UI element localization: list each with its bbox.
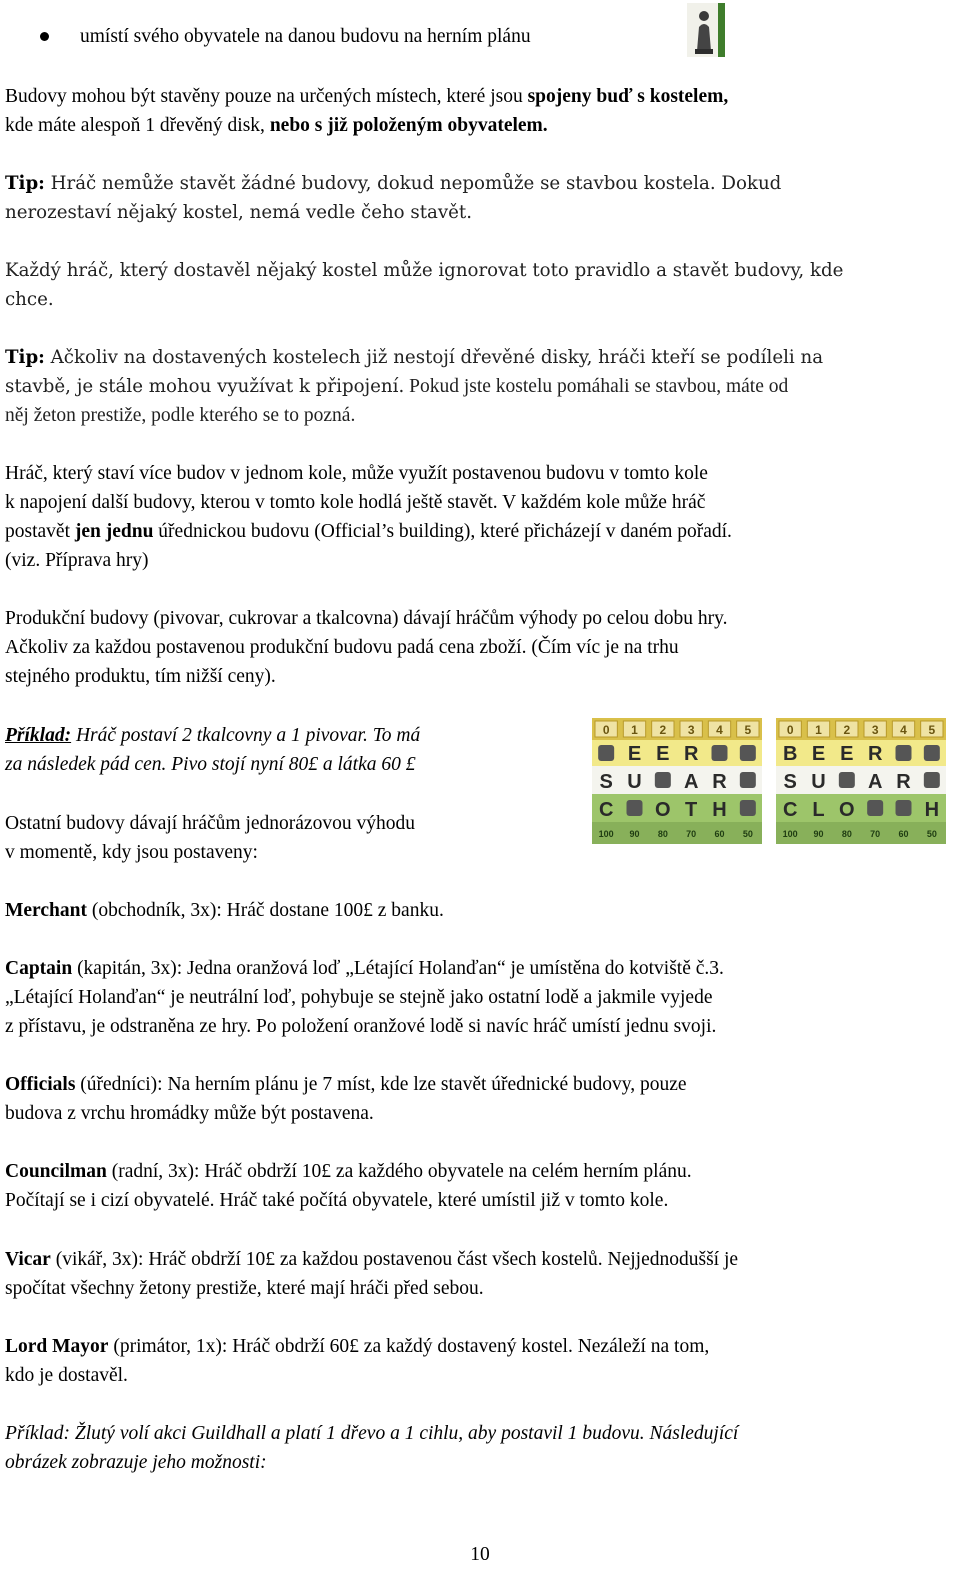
- building-name: Merchant: [5, 900, 87, 921]
- production-token: [598, 745, 614, 761]
- text: „Létající Holanďan“ je neutrální loď, pohybuje se stejně jako ostatní lodě a jakmile vyjede: [5, 987, 713, 1008]
- text: (viz. Příprava hry): [5, 550, 149, 571]
- text: Počítají se i cizí obyvatelé. Hráč také počítá obyvatele, které umístil již v tomto kole.: [5, 1190, 669, 1211]
- good-letter: E: [811, 743, 826, 765]
- good-letter: C: [598, 799, 614, 821]
- production-token: [627, 800, 643, 816]
- good-letter: R: [712, 771, 727, 793]
- text: Produkční budovy (pivovar, cukrovar a tkalcovna) dávají hráčům výhody po celou dobu hry.: [5, 608, 728, 629]
- text: kde máte alespoň 1 dřevěný disk,: [5, 115, 270, 136]
- example-label: Příklad:: [5, 725, 72, 746]
- building-officials: [5, 1070, 955, 1128]
- text: postavět: [5, 521, 75, 542]
- text: (primátor, 1x): Hráč obdrží 60£ za každý dostavený kostel. Nezáleží na tom,: [108, 1336, 710, 1357]
- bold-text: jen jednu: [74, 521, 154, 542]
- production-token: [896, 745, 912, 761]
- text: spočítat všechny žetony prestiže, které mají hráči před sebou.: [5, 1278, 484, 1299]
- text: Pokud jste kostelu pomáhali se stavbou, máte od: [404, 376, 789, 397]
- price-step-label: 4: [900, 723, 907, 737]
- price-step-label: 4: [716, 723, 723, 737]
- bold-text: spojeny buď s kostelem,: [527, 86, 729, 107]
- building-vicar: [5, 1245, 955, 1303]
- price-value-label: 50: [926, 829, 937, 839]
- text: Ačkoliv na dostavených kostelech již nestojí dřevěné disky, hráči kteří se podíleli na: [44, 347, 824, 368]
- market-row-sugar: [776, 766, 946, 794]
- good-letter: U: [627, 771, 642, 793]
- paragraph-other-buildings: [5, 809, 575, 867]
- price-value-label: 50: [742, 829, 753, 839]
- market-board-right: [776, 718, 946, 844]
- tip-1: [5, 169, 955, 227]
- text: kdo je dostavěl.: [5, 1365, 128, 1386]
- price-value-label: 60: [714, 829, 725, 839]
- good-letter: R: [683, 743, 699, 765]
- good-letter: U: [811, 771, 826, 793]
- text: chce.: [5, 289, 54, 310]
- text: úřednickou budovu (Official’s building), které přicházejí v daném pořadí.: [153, 521, 732, 542]
- building-name: Officials: [5, 1074, 76, 1095]
- price-step-label: 1: [815, 723, 822, 737]
- good-letter: S: [783, 771, 797, 793]
- price-value-label: 90: [629, 829, 640, 839]
- price-value-label: 80: [841, 829, 852, 839]
- example-2: [5, 1419, 955, 1477]
- text: Hráč nemůže stavět žádné budovy, dokud nepomůže se stavbou kostela. Dokud: [44, 173, 782, 194]
- price-step-label: 2: [659, 723, 667, 737]
- good-letter: R: [867, 743, 883, 765]
- tip-label: Tip:: [5, 347, 45, 368]
- good-letter: R: [896, 771, 911, 793]
- market-row-cloth: [592, 794, 762, 822]
- price-step-label: 3: [871, 723, 879, 737]
- building-merchant: [5, 896, 955, 925]
- good-letter: S: [599, 771, 613, 793]
- paragraph-church-exception: [5, 256, 955, 314]
- text: stavbě, je stále mohou využívat k připojení.: [5, 376, 405, 397]
- paragraph-production-buildings: [5, 604, 955, 691]
- paragraph-multiple-buildings: [5, 459, 955, 575]
- good-letter: O: [655, 799, 671, 821]
- text: Budovy mohou být stavěny pouze na určených místech, které jsou: [5, 86, 528, 107]
- price-step-label: 5: [744, 723, 752, 737]
- text: Hráč postaví 2 tkalcovny a 1 pivovar. To má: [71, 725, 421, 746]
- production-token: [740, 745, 756, 761]
- price-value-label: 70: [686, 829, 697, 839]
- good-letter: A: [867, 771, 883, 793]
- building-captain: [5, 954, 955, 1041]
- text: Hráč, který staví více budov v jednom kole, může využít postavenou budovu v tomto kole: [5, 463, 708, 484]
- text: nerozestaví nějaký kostel, nemá vedle čeho stavět.: [5, 202, 473, 223]
- production-token: [924, 745, 940, 761]
- good-letter: A: [683, 771, 699, 793]
- bullet-dot: [40, 32, 49, 41]
- good-letter: L: [812, 799, 825, 821]
- building-name: Captain: [5, 958, 73, 979]
- text: (vikář, 3x): Hráč obdrží 10£ za každou postavenou část všech kostelů. Nejjednodušší je: [50, 1249, 739, 1270]
- text: (obchodník, 3x): Hráč dostane 100£ z banku.: [86, 900, 444, 921]
- price-step-label: 0: [786, 723, 794, 737]
- paragraph-building-rules: [5, 82, 955, 140]
- building-lord-mayor: [5, 1332, 955, 1390]
- good-letter: E: [627, 743, 642, 765]
- good-letter: E: [656, 743, 670, 765]
- example-1: [5, 721, 575, 779]
- building-name: Lord Mayor: [5, 1336, 109, 1357]
- price-value-label: 90: [813, 829, 824, 839]
- building-name: Councilman: [5, 1161, 107, 1182]
- text: Příklad: Žlutý volí akci Guildhall a platí 1 dřevo a 1 cihlu, aby postavil 1 budovu. Následující: [5, 1423, 739, 1444]
- good-letter: C: [782, 799, 798, 821]
- text: (radní, 3x): Hráč obdrží 10£ za každého obyvatele na celém herním plánu.: [106, 1161, 692, 1182]
- good-letter: H: [924, 799, 940, 821]
- text: Ačkoliv za každou postavenou produkční budovu padá cena zboží. (Čím víc je na trhu: [5, 637, 679, 658]
- price-step-label: 2: [843, 723, 851, 737]
- market-row-bottom: [592, 822, 762, 844]
- text: k napojení další budovy, kterou v tomto kole hodlá ještě stavět. V každém kole může hráč: [5, 492, 706, 513]
- market-row-bottom: [776, 822, 946, 844]
- production-token: [839, 772, 855, 788]
- player-pawn-icon: [687, 3, 725, 57]
- production-token: [712, 745, 728, 761]
- text: (kapitán, 3x): Jedna oranžová loď „Létající Holanďan“ je umístěna do kotviště č.3.: [72, 958, 724, 979]
- production-token: [896, 800, 912, 816]
- market-row-beer: [776, 740, 946, 766]
- price-value-label: 80: [657, 829, 668, 839]
- good-letter: H: [712, 799, 727, 821]
- market-row-cloth: [776, 794, 946, 822]
- building-name: Vicar: [5, 1249, 51, 1270]
- price-value-label: 60: [898, 829, 909, 839]
- price-step-label: 5: [928, 723, 936, 737]
- price-value-label: 70: [870, 829, 881, 839]
- text: v momentě, kdy jsou postaveny:: [5, 842, 258, 863]
- production-token: [867, 800, 883, 816]
- text: obrázek zobrazuje jeho možnosti:: [5, 1452, 267, 1473]
- market-row-sugar: [592, 766, 762, 794]
- text: Ostatní budovy dávají hráčům jednorázovou výhodu: [5, 813, 415, 834]
- text: budova z vrchu hromádky může být postavena.: [5, 1103, 374, 1124]
- building-councilman: [5, 1157, 955, 1215]
- market-row-beer: [592, 740, 762, 766]
- text: stejného produktu, tím nižší ceny).: [5, 666, 276, 687]
- tip-label: Tip:: [5, 173, 45, 194]
- bullet-text: umístí svého obyvatele na danou budovu na herním plánu: [80, 26, 531, 47]
- production-token: [740, 800, 756, 816]
- production-token: [924, 772, 940, 788]
- text: za následek pád cen. Pivo stojí nyní 80£ a látka 60 £: [5, 754, 416, 775]
- good-letter: T: [685, 799, 698, 821]
- production-token: [740, 772, 756, 788]
- price-step-label: 1: [631, 723, 638, 737]
- price-step-label: 0: [602, 723, 610, 737]
- text: něj žeton prestiže, podle kterého se to pozná.: [5, 405, 356, 426]
- production-token: [655, 772, 671, 788]
- price-value-label: 100: [782, 829, 798, 839]
- good-letter: E: [840, 743, 854, 765]
- good-letter: O: [839, 799, 855, 821]
- text: (úředníci): Na herním plánu je 7 míst, kde lze stavět úřednické budovy, pouze: [75, 1074, 687, 1095]
- tip-2: [5, 343, 955, 430]
- market-board-left: [592, 718, 762, 844]
- good-letter: B: [782, 743, 798, 765]
- page-number: 10: [470, 1544, 490, 1565]
- price-value-label: 100: [598, 829, 614, 839]
- price-step-label: 3: [687, 723, 695, 737]
- text: Každý hráč, který dostavěl nějaký kostel může ignorovat toto pravidlo a stavět budovy, kde: [5, 260, 844, 281]
- text: z přístavu, je odstraněna ze hry. Po položení oranžové lodě si navíc hráč umístí jednu svoji.: [5, 1016, 717, 1037]
- bold-text: nebo s již položeným obyvatelem.: [269, 115, 548, 136]
